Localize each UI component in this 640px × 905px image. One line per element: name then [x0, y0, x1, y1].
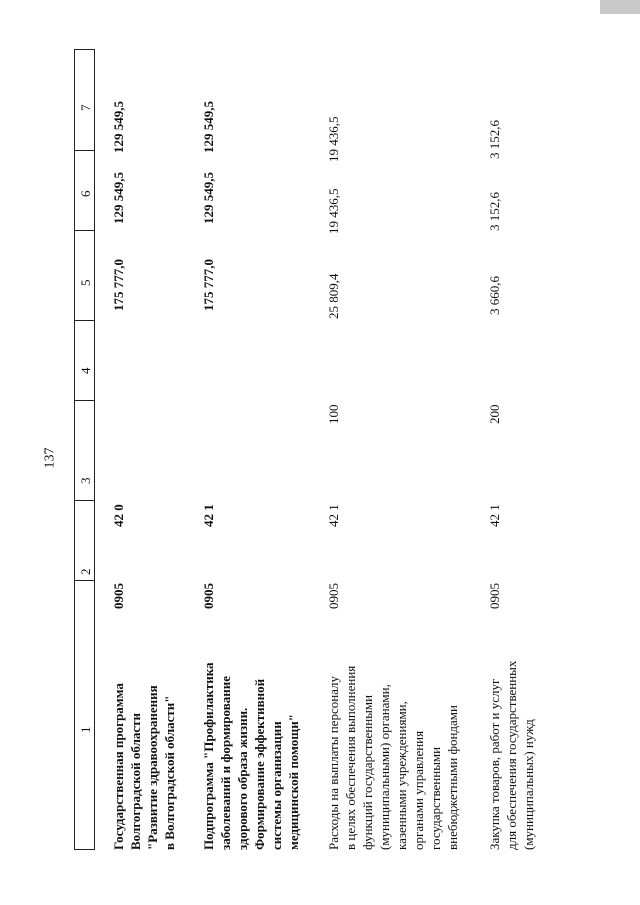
header-col-2: 2 [78, 568, 93, 575]
row4-col2: 0905 [487, 583, 502, 609]
row4-col4: 200 [487, 404, 502, 424]
row3-col5: 25 809,4 [326, 273, 341, 319]
row4-col3: 42 1 [487, 504, 502, 527]
page-number: 137 [42, 447, 58, 469]
row1-col3: 42 0 [111, 504, 126, 527]
scan-corner-mark [600, 0, 640, 14]
row1-name: Государственная программа Волгоградской области "Развитие здравоохранения в Волгоградской области" [111, 683, 177, 850]
row3-name: Расходы на выплаты персоналу в целях обеспечения выполнения функций государственными (муниципальными) органами, казенными учреждениями, органами управления государственными внебюджетными фондами [326, 665, 460, 850]
row2-col5: 175 777,0 [201, 259, 216, 311]
row2-col6: 129 549,5 [201, 172, 216, 224]
row3-col4: 100 [326, 404, 341, 424]
row4-col7: 3 152,6 [487, 120, 502, 159]
header-col-6: 6 [78, 190, 93, 197]
row1-col7: 129 549,5 [111, 101, 126, 153]
row3-col2: 0905 [326, 583, 341, 609]
row2-col7: 129 549,5 [201, 101, 216, 153]
row2-name: Подпрограмма "Профилактика заболеваний и формирование здорового образа жизни. Формирование эффективной системы организации медицинской помощи" [201, 662, 301, 850]
row3-col7: 19 436,5 [326, 116, 341, 162]
row4-col6: 3 152,6 [487, 192, 502, 231]
row2-col3: 42 1 [201, 504, 216, 527]
row4-name: Закупка товаров, работ и услуг для обеспечения государственных (муниципальных) нужд [487, 660, 536, 850]
row1-col5: 175 777,0 [111, 259, 126, 311]
row3-col3: 42 1 [326, 504, 341, 527]
row3-col6: 19 436,5 [326, 188, 341, 234]
budget-table [74, 49, 634, 850]
header-col-1: 1 [78, 726, 93, 733]
header-col-5: 5 [78, 279, 93, 286]
row2-col2: 0905 [201, 583, 216, 609]
row1-col2: 0905 [111, 583, 126, 609]
header-col-7: 7 [78, 104, 93, 111]
header-col-3: 3 [78, 477, 93, 484]
row1-col6: 129 549,5 [111, 172, 126, 224]
row4-col5: 3 660,6 [487, 276, 502, 315]
header-col-4: 4 [78, 367, 93, 374]
